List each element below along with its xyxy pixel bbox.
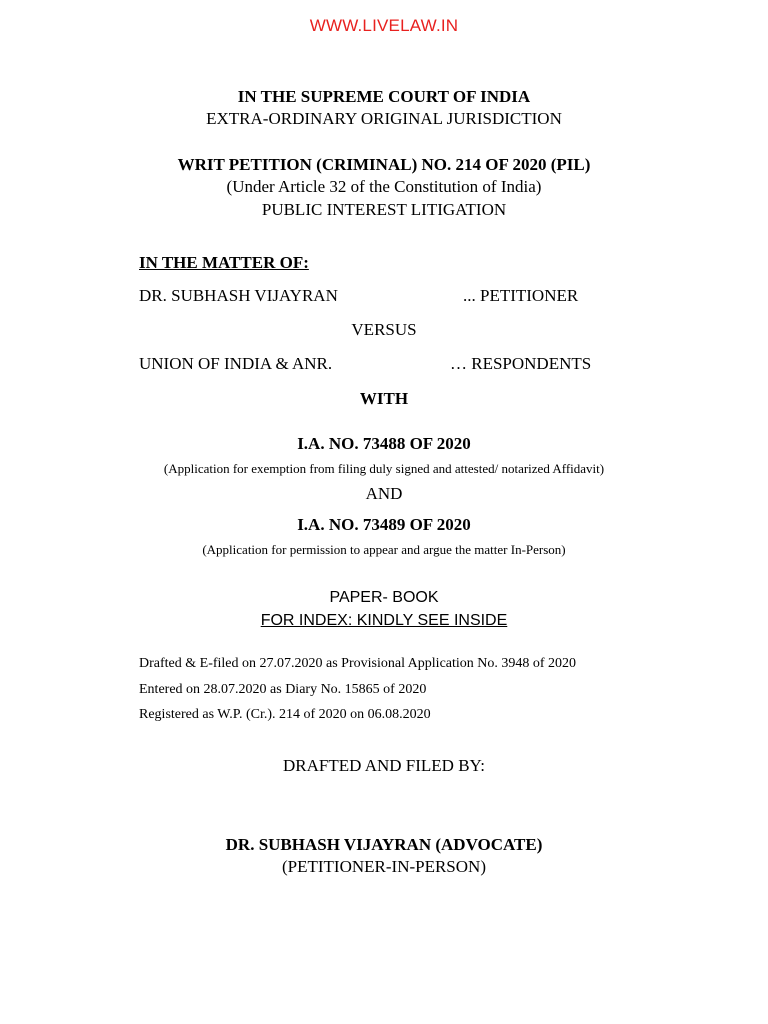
filing-history-item: Registered as W.P. (Cr.). 214 of 2020 on 06.08.2020 — [139, 707, 431, 722]
application-description: (Application for permission to appear and argue the matter In-Person) — [202, 542, 566, 557]
application-description: (Application for exemption from filing duly signed and attested/ notarized Affidavit) — [163, 461, 605, 476]
drafted-by-label: DRAFTED AND FILED BY: — [283, 756, 485, 775]
filing-history-item: Entered on 28.07.2020 as Diary No. 15865 of 2020 — [139, 682, 427, 697]
and-label: AND — [365, 484, 403, 503]
advocate-name: DR. SUBHASH VIJAYRAN (ADVOCATE) — [225, 835, 543, 854]
petition-article: (Under Article 32 of the Constitution of India) — [226, 177, 542, 196]
versus-label: VERSUS — [351, 320, 417, 339]
court-name: IN THE SUPREME COURT OF INDIA — [237, 87, 531, 106]
application-number: I.A. NO. 73489 OF 2020 — [297, 515, 471, 534]
respondent-role: … RESPONDENTS — [450, 354, 592, 373]
petitioner-role: ... PETITIONER — [463, 286, 579, 305]
matter-heading: IN THE MATTER OF: — [139, 253, 309, 272]
filing-history-item: Drafted & E-filed on 27.07.2020 as Provisional Application No. 3948 of 2020 — [139, 656, 577, 671]
with-label: WITH — [359, 389, 409, 408]
paperbook-title: PAPER- BOOK — [329, 589, 439, 606]
petition-number: WRIT PETITION (CRIMINAL) NO. 214 OF 2020 (PIL) — [177, 155, 591, 174]
petitioner-name: DR. SUBHASH VIJAYRAN — [139, 286, 338, 305]
watermark-link[interactable]: WWW.LIVELAW.IN — [309, 16, 459, 35]
application-number: I.A. NO. 73488 OF 2020 — [297, 434, 471, 453]
advocate-role: (PETITIONER-IN-PERSON) — [282, 857, 486, 876]
court-jurisdiction: EXTRA-ORDINARY ORIGINAL JURISDICTION — [206, 109, 562, 128]
respondent-name: UNION OF INDIA & ANR. — [139, 354, 333, 373]
petition-type: PUBLIC INTEREST LITIGATION — [261, 200, 507, 219]
index-note: FOR INDEX: KINDLY SEE INSIDE — [260, 612, 508, 629]
